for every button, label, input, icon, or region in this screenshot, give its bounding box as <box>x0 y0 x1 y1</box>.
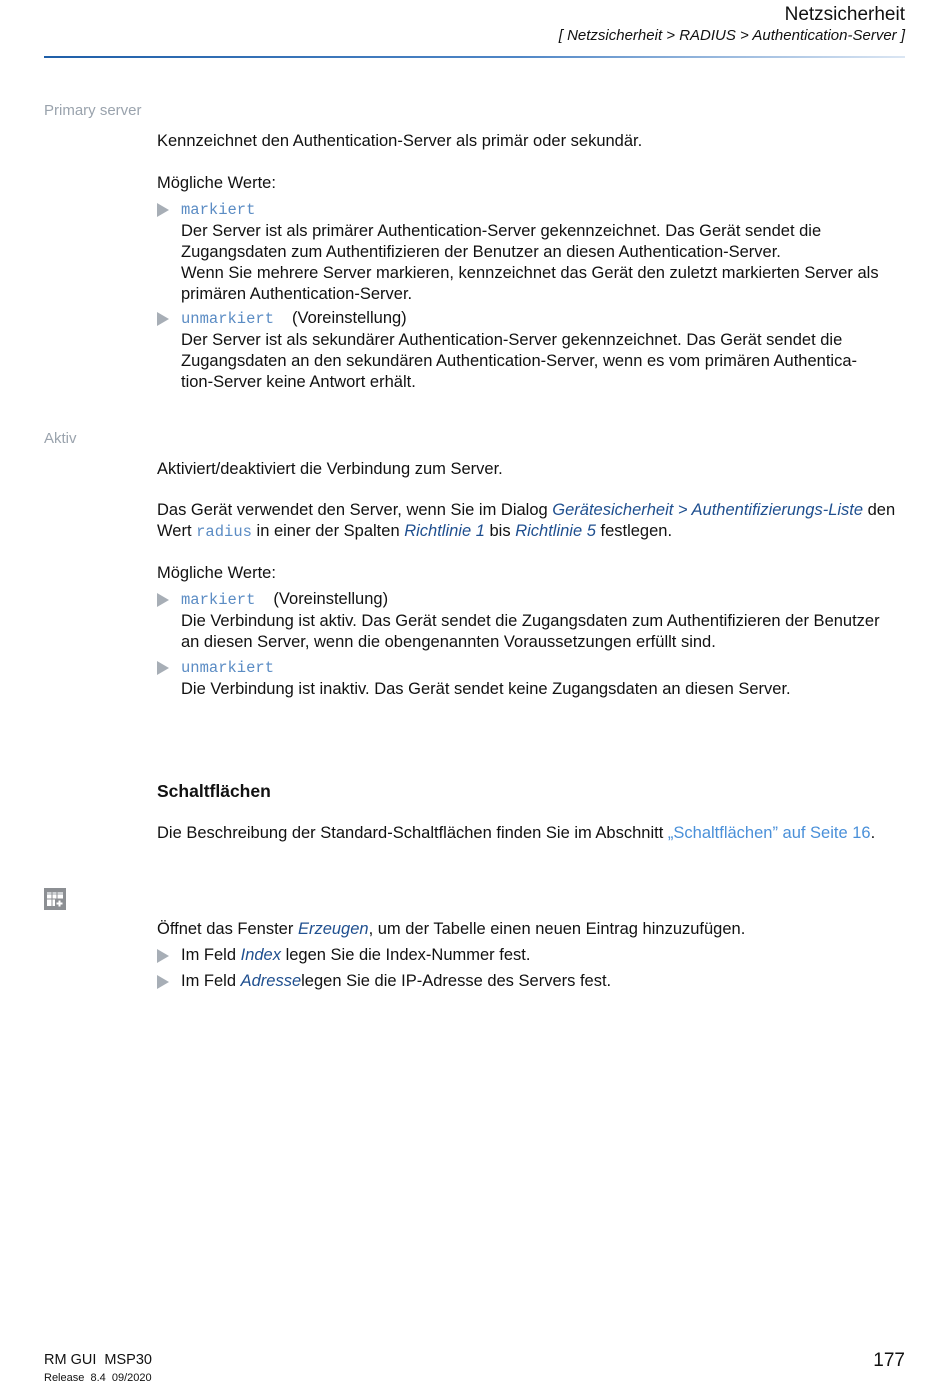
option-text-line: Zugangsdaten an den sekundären Authentication-Server, wenn es vom primären Authentica- <box>181 352 858 370</box>
table-add-icon <box>44 888 66 910</box>
list-item <box>157 657 907 700</box>
header-divider <box>44 56 905 58</box>
page-number: 177 <box>873 1350 905 1371</box>
list-item: Im Feld Adresselegen Sie die IP-Adresse des Servers fest. <box>157 971 907 992</box>
list-item <box>157 308 907 393</box>
column-reference: Richtlinie 5 <box>515 522 596 540</box>
window-reference: Erzeugen <box>297 920 369 938</box>
bullet-triangle-icon <box>157 203 169 217</box>
option-text-line: Zugangsdaten zum Authentifizieren der Benutzer an diesen Authentication-Server. <box>181 243 781 261</box>
option-value: markiert <box>181 591 256 609</box>
option-text-line: Der Server ist als sekundärer Authentication-Server gekennzeichnet. Das Gerät sendet die <box>181 331 843 349</box>
primary-server-description: Kennzeichnet den Authentication-Server als primär oder sekundär. <box>157 132 643 150</box>
option-value: unmarkiert <box>181 310 275 328</box>
option-text-line: Der Server ist als primärer Authentication-Server gekennzeichnet. Das Gerät sendet die <box>181 222 822 240</box>
primary-server-values-heading: Mögliche Werte: <box>157 174 276 192</box>
aktiv-label: Aktiv <box>44 430 77 447</box>
breadcrumb: [ Netzsicherheit > RADIUS > Authentication-Server ] <box>558 27 905 44</box>
option-text-line: Die Verbindung ist aktiv. Das Gerät sendet die Zugangsdaten zum Authentifizieren der Benutzer <box>181 612 880 630</box>
option-default-note: (Voreinstellung) <box>292 309 407 327</box>
option-value: markiert <box>181 201 256 219</box>
aktiv-description: Aktiviert/deaktiviert die Verbindung zum Server. <box>157 460 503 478</box>
field-reference: Index <box>240 946 281 964</box>
page-header-title: Netzsicherheit <box>784 4 905 25</box>
aktiv-values-heading: Mögliche Werte: <box>157 564 276 582</box>
create-description: Öffnet das Fenster Erzeugen, um der Tabelle einen neuen Eintrag hinzuzufügen. <box>157 920 746 938</box>
option-text-line: tion-Server keine Antwort erhält. <box>181 373 416 391</box>
option-value: unmarkiert <box>181 659 275 677</box>
option-default-note: (Voreinstellung) <box>273 590 389 608</box>
list-item: Im Feld Index legen Sie die Index-Nummer fest. <box>157 945 907 966</box>
bullet-triangle-icon <box>157 949 169 963</box>
page-link[interactable]: „Schaltflächen” auf Seite 16 <box>667 824 871 842</box>
option-text-line: an diesen Server, wenn die obengenannten Voraussetzungen erfüllt sind. <box>181 633 716 651</box>
primary-server-label: Primary server <box>44 102 142 119</box>
option-text-line: Die Verbindung ist inaktiv. Das Gerät sendet keine Zugangsdaten an diesen Server. <box>181 680 791 698</box>
bullet-triangle-icon <box>157 312 169 326</box>
list-item <box>157 589 907 653</box>
column-reference: Richtlinie 1 <box>404 522 485 540</box>
bullet-triangle-icon <box>157 661 169 675</box>
option-text-line: Wenn Sie mehrere Server markieren, kennzeichnet das Gerät den zuletzt markierten Server als <box>181 264 879 282</box>
dialog-reference: Gerätesicherheit > Authentifizierungs-Liste <box>552 501 864 519</box>
value-radius: radius <box>196 523 252 541</box>
buttons-description: Die Beschreibung der Standard-Schaltflächen finden Sie im Abschnitt „Schaltflächen” auf Seite 16. <box>157 824 876 842</box>
field-reference: Adresse <box>240 972 302 990</box>
list-item <box>157 199 907 305</box>
footer-release: Release 8.4 09/2020 <box>44 1372 152 1384</box>
footer-document-name: RM GUI MSP30 <box>44 1352 152 1368</box>
option-text-line: primären Authentication-Server. <box>181 285 413 303</box>
bullet-triangle-icon <box>157 975 169 989</box>
aktiv-paragraph: Das Gerät verwendet den Server, wenn Sie im Dialog Gerätesicherheit > Authentifizierungs-Liste den Wert radius in einer der Spalten Richtlinie 1 bis Richtlinie 5 festlegen. <box>157 501 896 541</box>
section-heading-buttons: Schaltflächen <box>157 781 271 801</box>
bullet-triangle-icon <box>157 593 169 607</box>
